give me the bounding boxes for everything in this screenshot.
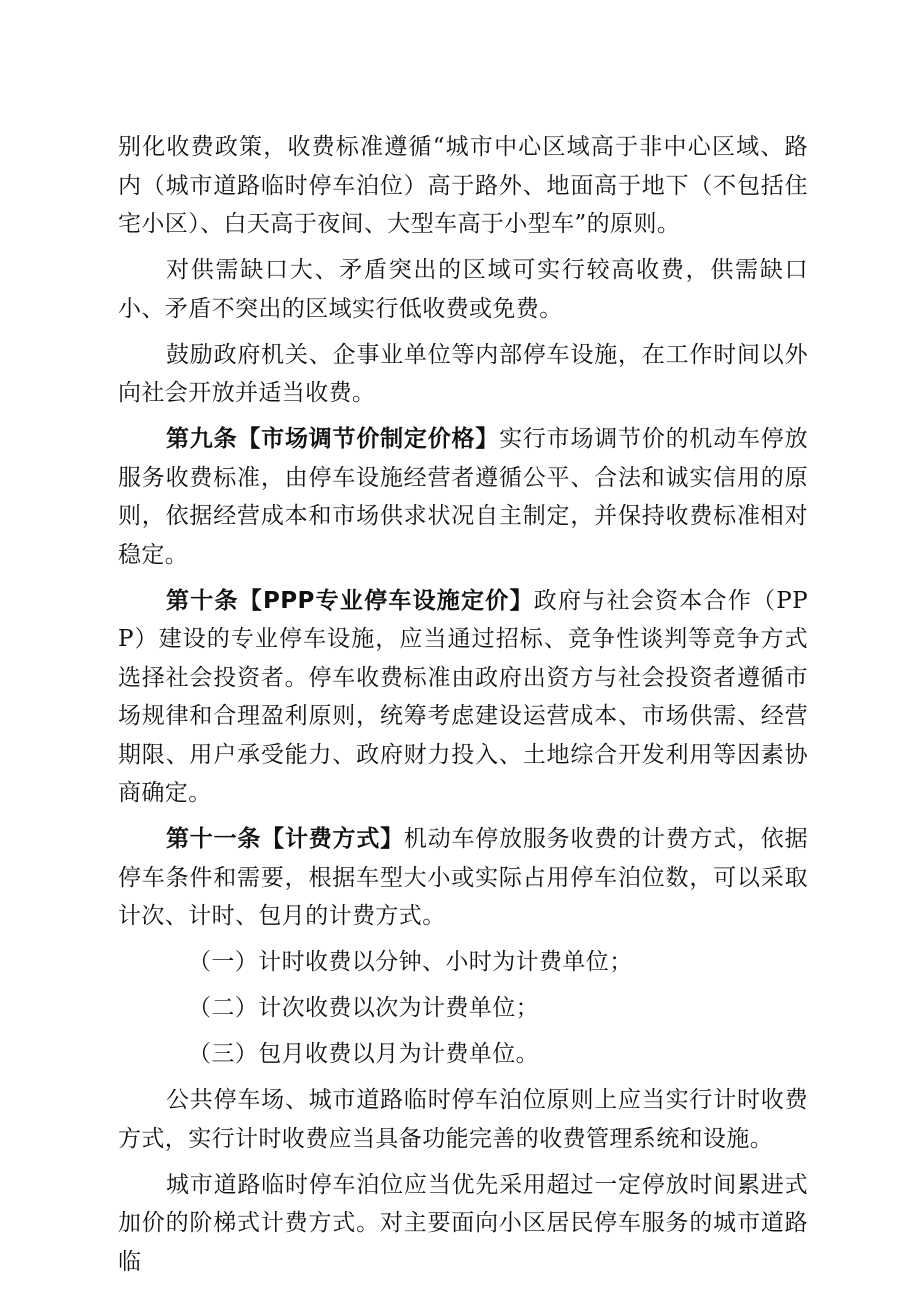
article-11 xyxy=(118,820,808,936)
article-9-heading: 第九条【市场调节价制定价格】 xyxy=(166,426,500,452)
article-10-text: 政府与社会资本合作（PPP）建设的专业停车设施，应当通过招标、竞争性谈判等竞争方式选择社会投资者。停车收费标准由政府出资方与社会投资者遵循市场规律和合理盈利原则，统筹考虑建设运营成本、市场供需、经营期限、用户承受能力、政府财力投入、土地综合开发利用等因素协商确定。 xyxy=(118,587,808,806)
list-item-text: （二）计次收费以次为计费单位； xyxy=(188,995,539,1021)
paragraph-text: 公共停车场、城市道路临时停车泊位原则上应当实行计时收费方式，实行计时收费应当具备功能完善的收费管理系统和设施。 xyxy=(118,1087,808,1152)
article-11-text: 机动车停放服务收费的计费方式，依据停车条件和需要，根据车型大小或实际占用停车泊位数，可以采取计次、计时、包月的计费方式。 xyxy=(118,826,808,929)
paragraph-public-parking xyxy=(118,1081,808,1158)
paragraph-ladder-pricing xyxy=(118,1166,808,1282)
list-item-timed xyxy=(118,943,808,982)
article-10 xyxy=(118,582,808,813)
article-9 xyxy=(118,420,808,574)
paragraph-text: 城市道路临时停车泊位应当优先采用超过一定停放时间累进式加价的阶梯式计费方式。对主要面向小区居民停车服务的城市道路临 xyxy=(118,1171,808,1275)
paragraph-supply-gap xyxy=(118,251,808,328)
document-page xyxy=(118,128,808,1289)
article-9-text: 实行市场调节价的机动车停放服务收费标准，由停车设施经营者遵循公平、合法和诚实信用的原则，依据经营成本和市场供求状况自主制定，并保持收费标准相对稳定。 xyxy=(118,426,808,568)
paragraph-text: 别化收费政策，收费标准遵循“城市中心区域高于非中心区域、路内（城市道路临时停车泊位）高于路外、地面高于地下（不包括住宅小区）、白天高于夜间、大型车高于小型车”的原则。 xyxy=(118,134,808,237)
paragraph-encourage-opening xyxy=(118,336,808,413)
paragraph-text: 鼓励政府机关、企事业单位等内部停车设施，在工作时间以外向社会开放并适当收费。 xyxy=(118,341,808,406)
list-item-text: （三）包月收费以月为计费单位。 xyxy=(188,1041,539,1067)
list-item-per-visit xyxy=(118,989,808,1028)
list-item-text: （一）计时收费以分钟、小时为计费单位； xyxy=(188,949,633,975)
article-10-heading: 第十条【PPP专业停车设施定价】 xyxy=(166,587,534,614)
list-item-monthly xyxy=(118,1035,808,1074)
article-11-heading: 第十一条【计费方式】 xyxy=(166,826,404,852)
paragraph-continuation xyxy=(118,128,808,244)
paragraph-text: 对供需缺口大、矛盾突出的区域可实行较高收费，供需缺口小、矛盾不突出的区域实行低收费或免费。 xyxy=(118,257,808,322)
